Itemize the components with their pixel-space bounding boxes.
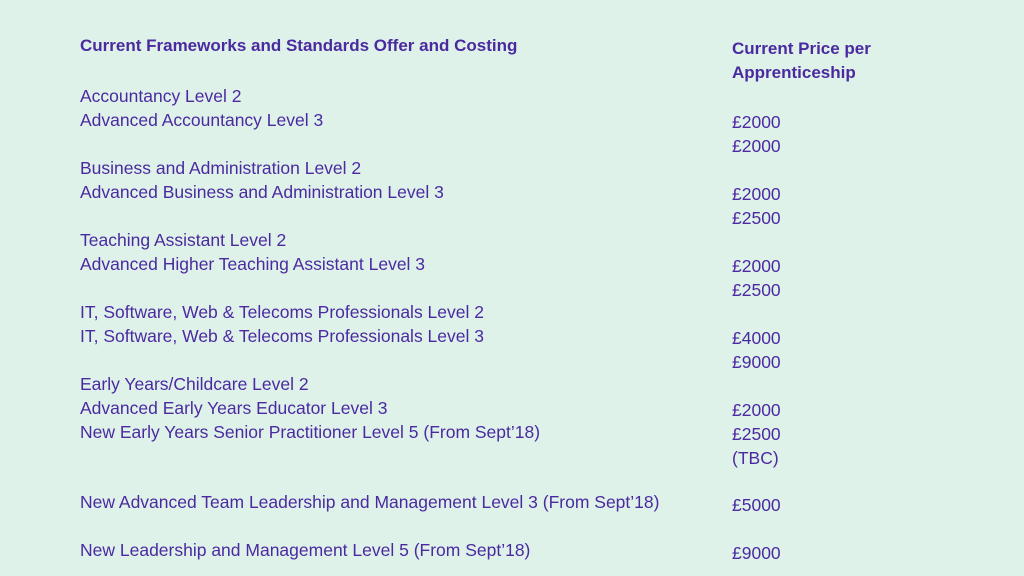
framework-item: IT, Software, Web & Telecoms Professionals Level 2 — [80, 302, 484, 322]
framework-item: Accountancy Level 2 — [80, 86, 242, 106]
framework-item: Advanced Business and Administration Level 3 — [80, 182, 444, 202]
price-value: £2500 — [732, 280, 781, 300]
price-value: (TBC) — [732, 448, 779, 468]
price-value: £2500 — [732, 424, 781, 444]
price-value: £2500 — [732, 208, 781, 228]
price-heading-line-1: Current Price per — [732, 39, 871, 58]
price-value: £5000 — [732, 495, 781, 515]
framework-item: Advanced Accountancy Level 3 — [80, 110, 324, 130]
framework-item: Business and Administration Level 2 — [80, 158, 362, 178]
price-value: £2000 — [732, 112, 781, 132]
framework-item: Advanced Early Years Educator Level 3 — [80, 398, 388, 418]
frameworks-heading: Current Frameworks and Standards Offer and Costing — [80, 36, 518, 55]
price-value: £4000 — [732, 328, 781, 348]
price-heading — [732, 37, 932, 85]
framework-item: Early Years/Childcare Level 2 — [80, 374, 309, 394]
framework-item: Teaching Assistant Level 2 — [80, 230, 287, 250]
price-value: £9000 — [732, 352, 781, 372]
framework-item: New Advanced Team Leadership and Management Level 3 (From Sept’18) — [80, 492, 660, 512]
price-value: £2000 — [732, 136, 781, 156]
framework-item: New Early Years Senior Practitioner Level 5 (From Sept’18) — [80, 422, 541, 442]
price-value: £9000 — [732, 543, 781, 563]
price-value: £2000 — [732, 400, 781, 420]
price-heading-line-2: Apprenticeship — [732, 63, 856, 82]
framework-item: Advanced Higher Teaching Assistant Level 3 — [80, 254, 426, 274]
framework-item: IT, Software, Web & Telecoms Professionals Level 3 — [80, 326, 484, 346]
price-value: £2000 — [732, 256, 781, 276]
framework-item: New Leadership and Management Level 5 (From Sept’18) — [80, 540, 531, 560]
price-value: £2000 — [732, 184, 781, 204]
